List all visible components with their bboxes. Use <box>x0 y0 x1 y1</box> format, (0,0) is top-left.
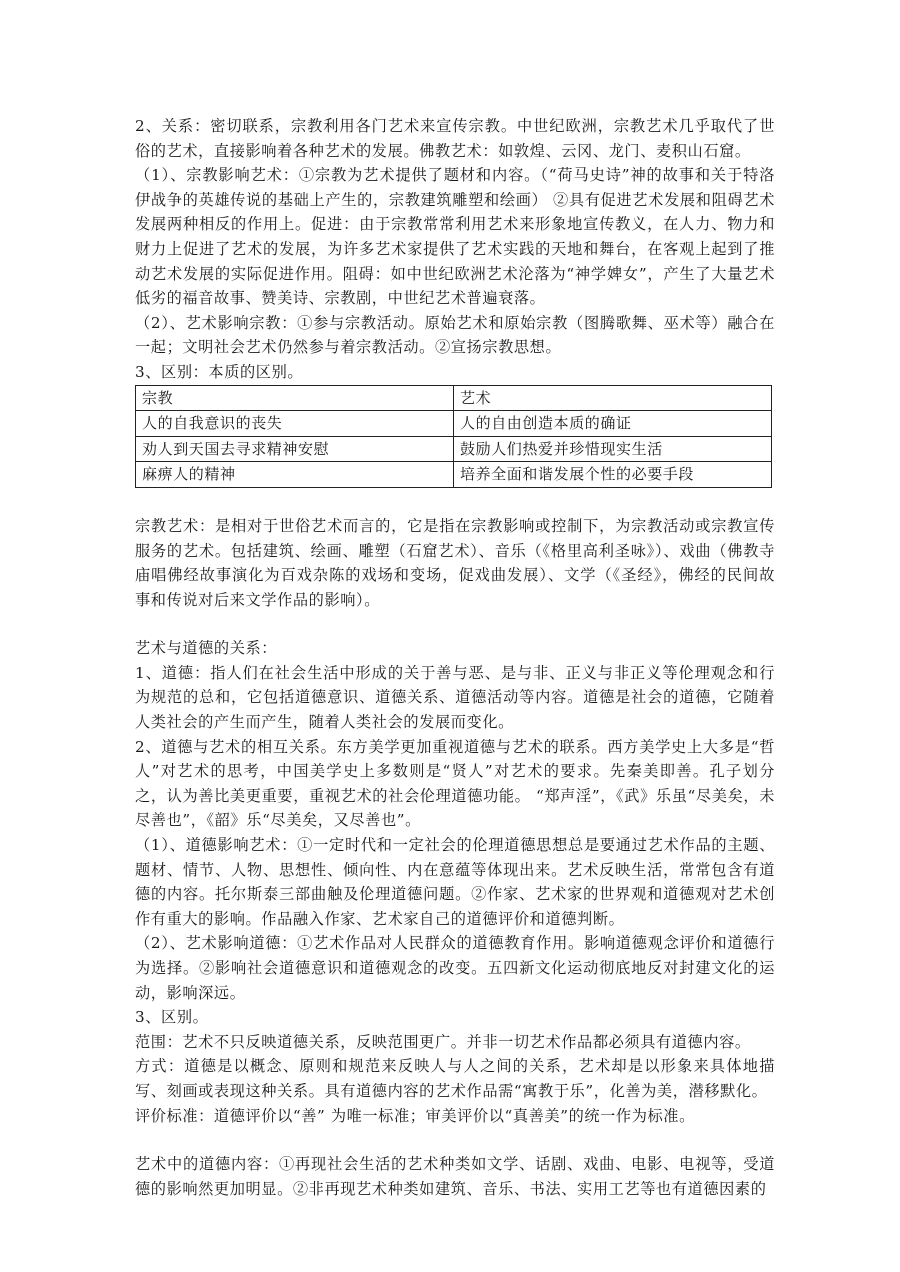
table-row <box>136 411 772 437</box>
table-row <box>136 436 772 462</box>
paragraph-relation: 2、关系：密切联系，宗教利用各门艺术来宣传宗教。中世纪欧洲，宗教艺术几乎取代了世俗的艺术，直接影响着各种艺术的发展。佛教艺术：如敦煌、云冈、龙门、麦积山石窟。 <box>135 117 775 160</box>
paragraph-morality-art-relation: 2、道德与艺术的相互关系。东方美学更加重视道德与艺术的联系。西方美学史上大多是“哲人”对艺术的思考，中国美学史上多数则是“贤人”对艺术的要求。先秦美即善。孔子划分之，认为善比美更重要，重视艺术的社会伦理道德功能。 “郑声淫”，《武》乐虽“尽美矣，未尽善也”，《韶》乐“尽美矣，又尽善也”。 <box>135 737 775 830</box>
paragraph-moral-content: 艺术中的道德内容：①再现社会生活的艺术种类如文学、话剧、戏曲、电影、电视等，受道德的影响然更加明显。②非再现艺术种类如建筑、音乐、书法、实用工艺等也有道德因素的 <box>135 1155 775 1198</box>
spacer <box>135 1128 775 1152</box>
paragraph-scope: 范围：艺术不只反映道德关系，反映范围更广。并非一切艺术作品都必须具有道德内容。 <box>135 1032 751 1051</box>
paragraph-method: 方式：道德是以概念、原则和规范来反映人与人之间的关系，艺术却是以形象来具体地描写、刻画或表现这种关系。具有道德内容的艺术作品需“寓教于乐”，化善为美，潜移默化。 <box>135 1057 775 1100</box>
paragraph-art-influences-morality: （2）、艺术影响道德：①艺术作品对人民群众的道德教育作用。影响道德观念评价和道德行为选择。②影响社会道德意识和道德观念的改变。五四新文化运动彻底地反对封建文化的运动，影响深远。 <box>135 934 775 1002</box>
section-title-morality: 艺术与道德的关系： <box>135 639 278 658</box>
paragraph-religious-art: 宗教艺术：是相对于世俗艺术而言的，它是指在宗教影响或控制下，为宗教活动或宗教宣传服务的艺术。包括建筑、绘画、雕塑（石窟艺术）、音乐（《格里高利圣咏》）、戏曲（佛教寺庙唱佛经故事演化为百戏杂陈的戏场和变场，促戏曲发展）、文学（《圣经》，佛经的民间故事和传说对后来文学作品的影响）。 <box>135 516 775 609</box>
table-cell: 劝人到天国去寻求精神安慰 <box>136 436 454 462</box>
paragraph-art-influences-religion: （2）、艺术影响宗教：①参与宗教活动。原始艺术和原始宗教（图腾歌舞、巫术等）融合在一起；文明社会艺术仍然参与着宗教活动。②宣扬宗教思想。 <box>135 313 775 357</box>
table-cell: 培养全面和谐发展个性的必要手段 <box>454 462 772 488</box>
comparison-table <box>135 385 772 488</box>
paragraph-religion-influences-art: （1）、宗教影响艺术：①宗教为艺术提供了题材和内容。（“荷马史诗”神的故事和关于特洛伊战争的英雄传说的基础上产生的，宗教建筑雕塑和绘画） ②具有促进艺术发展和阻碍艺术发展两种相反的作用上。促进：由于宗教常常利用艺术来形象地宣传教义，在人力、物力和财力上促进了艺术的发展，为许多艺术家提供了艺术实践的天地和舞台，在客观上起到了推动艺术发展的实际促进作用。阻碍：如中世纪欧洲艺术沦落为“神学婢女”，产生了大量艺术低劣的福音故事、赞美诗、宗教剧，中世纪艺术普遍衰落。 <box>135 166 775 308</box>
table-header-cell: 艺术 <box>454 385 772 411</box>
table-header-cell: 宗教 <box>136 385 454 411</box>
table-cell: 麻痹人的精神 <box>136 462 454 488</box>
document-page <box>135 114 775 1201</box>
paragraph-difference: 3、区别：本质的区别。 <box>135 362 304 381</box>
spacer <box>135 612 775 636</box>
paragraph-evaluation-standard: 评价标准：道德评价以“善” 为唯一标准；审美评价以“真善美”的统一作为标准。 <box>135 1106 695 1125</box>
paragraph-morality-definition: 1、道德：指人们在社会生活中形成的关于善与恶、是与非、正义与非正义等伦理观念和行为规范的总和，它包括道德意识、道德关系、道德活动等内容。道德是社会的道德，它随着人类社会的产生而产生，随着人类社会的发展而变化。 <box>135 663 775 732</box>
table-cell: 人的自我意识的丧失 <box>136 411 454 437</box>
paragraph-morality-difference: 3、区别。 <box>135 1008 209 1027</box>
paragraph-morality-influences-art: （1）、道德影响艺术：①一定时代和一定社会的伦理道德思想总是要通过艺术作品的主题、题材、情节、人物、思想性、倾向性、内在意蕴等体现出来。艺术反映生活，常常包含有道德的内容。托尔斯泰三部曲触及伦理道德问题。②作家、艺术家的世界观和道德观对艺术创作有重大的影响。作品融入作家、艺术家自己的道德评价和道德判断。 <box>135 836 775 928</box>
table-cell: 人的自由创造本质的确证 <box>454 411 772 437</box>
table-row <box>136 462 772 488</box>
table-header-row <box>136 385 772 411</box>
table-cell: 鼓励人们热爱并珍惜现实生活 <box>454 436 772 462</box>
